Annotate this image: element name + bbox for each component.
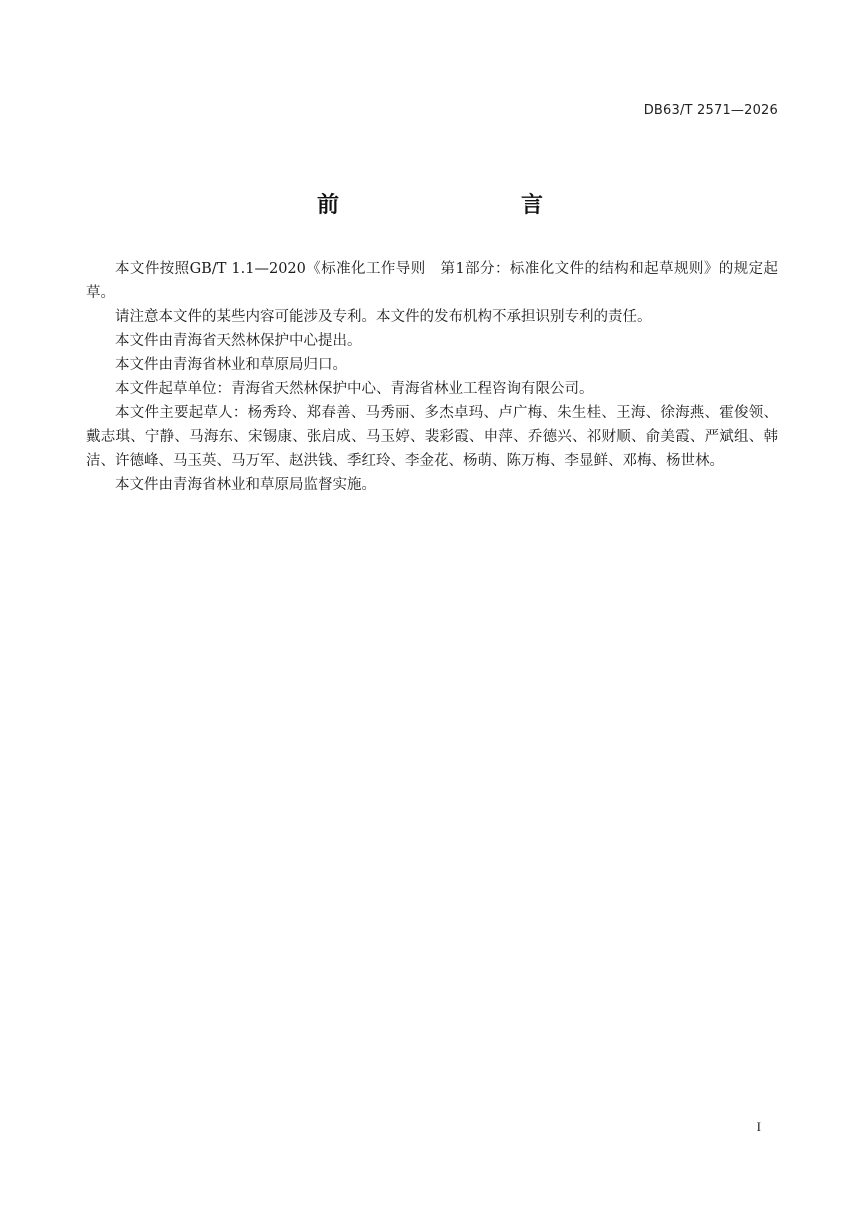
foreword-body (86, 257, 778, 497)
paragraph-drafters: 本文件主要起草人：杨秀玲、郑春善、马秀丽、多杰卓玛、卢广梅、朱生桂、王海、徐海燕、霍俊领、戴志琪、宁静、马海东、宋锡康、张启成、马玉婷、裴彩霞、申萍、乔德兴、祁财顺、俞美霞、严斌组、韩洁、许德峰、马玉英、马万军、赵洪钱、季红玲、李金花、杨萌、陈万梅、李显鲜、邓梅、杨世林。 (86, 405, 778, 469)
page-title: 前 言 (316, 193, 589, 218)
page-number: I (756, 1119, 761, 1134)
paragraph-supervision: 本文件由青海省林业和草原局监督实施。 (115, 477, 376, 493)
paragraph-administrator: 本文件由青海省林业和草原局归口。 (115, 357, 347, 373)
paragraph-drafting-rules: 本文件按照GB/T 1.1—2020《标准化工作导则 第1部分：标准化文件的结构和起草规则》的规定起草。 (86, 261, 778, 301)
paragraph-patent-notice: 请注意本文件的某些内容可能涉及专利。本文件的发布机构不承担识别专利的责任。 (115, 309, 652, 325)
paragraph-proposer: 本文件由青海省天然林保护中心提出。 (115, 333, 362, 349)
paragraph-drafting-units: 本文件起草单位：青海省天然林保护中心、青海省林业工程咨询有限公司。 (115, 381, 594, 397)
document-code: DB63/T 2571—2026 (643, 103, 778, 118)
